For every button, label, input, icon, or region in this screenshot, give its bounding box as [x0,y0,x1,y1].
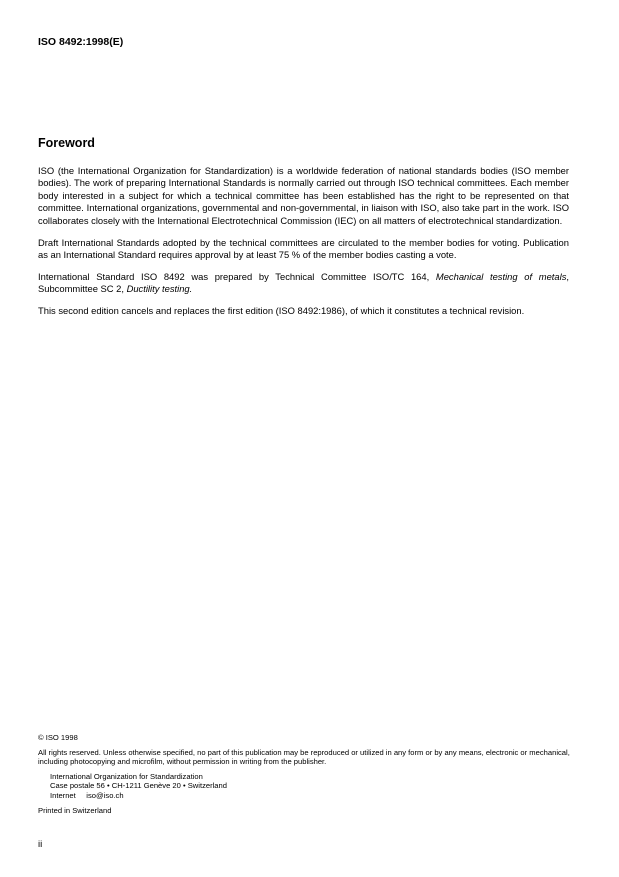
page-number: ii [38,839,43,850]
postal-address: Case postale 56 • CH-1211 Genève 20 • Switzerland [50,781,227,791]
committee-title: Mechanical testing of metals [435,270,567,282]
internet-contact: Internet iso@iso.ch [50,790,124,800]
foreword-heading: Foreword [38,136,95,150]
rights-statement: All rights reserved. Unless otherwise specified, no part of this publication may be reproduced or utilized in any form or by any means, electronic or mechanical, including photocopying and microfilm, without permission in writing from the publisher. [38,747,570,767]
subcommittee-title: Ductility testing. [126,283,193,295]
copyright-block [38,733,578,815]
document-id-header: ISO 8492:1998(E) [38,36,124,48]
organization-name: International Organization for Standardization [50,771,203,781]
foreword-paragraph-1: ISO (the International Organization for Standardization) is a worldwide federation of national standards bodies (ISO member bodies). The work of preparing International Standards is normally carried out through ISO technical committees. Each member body interested in a subject for which a technical committee has been established has the right to be represented on that committee. International organizations, governmental and non-governmental, in liaison with ISO, also take part in the work. ISO collaborates closely with the International Electrotechnical Commission (IEC) on all matters of electrotechnical standardization. [38,165,569,226]
printed-location: Printed in Switzerland [38,805,112,815]
foreword-paragraph-4: This second edition cancels and replaces the first edition (ISO 8492:1986), of which it constitutes a technical revision. [38,305,525,317]
foreword-body [38,165,569,327]
paragraph-3-text-a: International Standard ISO 8492 was prepared by Technical Committee ISO/TC 164, [38,270,436,282]
copyright-notice: © ISO 1998 [38,733,78,742]
foreword-paragraph-2: Draft International Standards adopted by the technical committees are circulated to the member bodies for voting. Publication as an International Standard requires approval by at least 75 % of the member bodies casting a vote. [38,236,569,260]
paragraph-3-text-c: , Subcommittee SC 2, [38,270,569,295]
foreword-paragraph-3 [38,271,569,296]
